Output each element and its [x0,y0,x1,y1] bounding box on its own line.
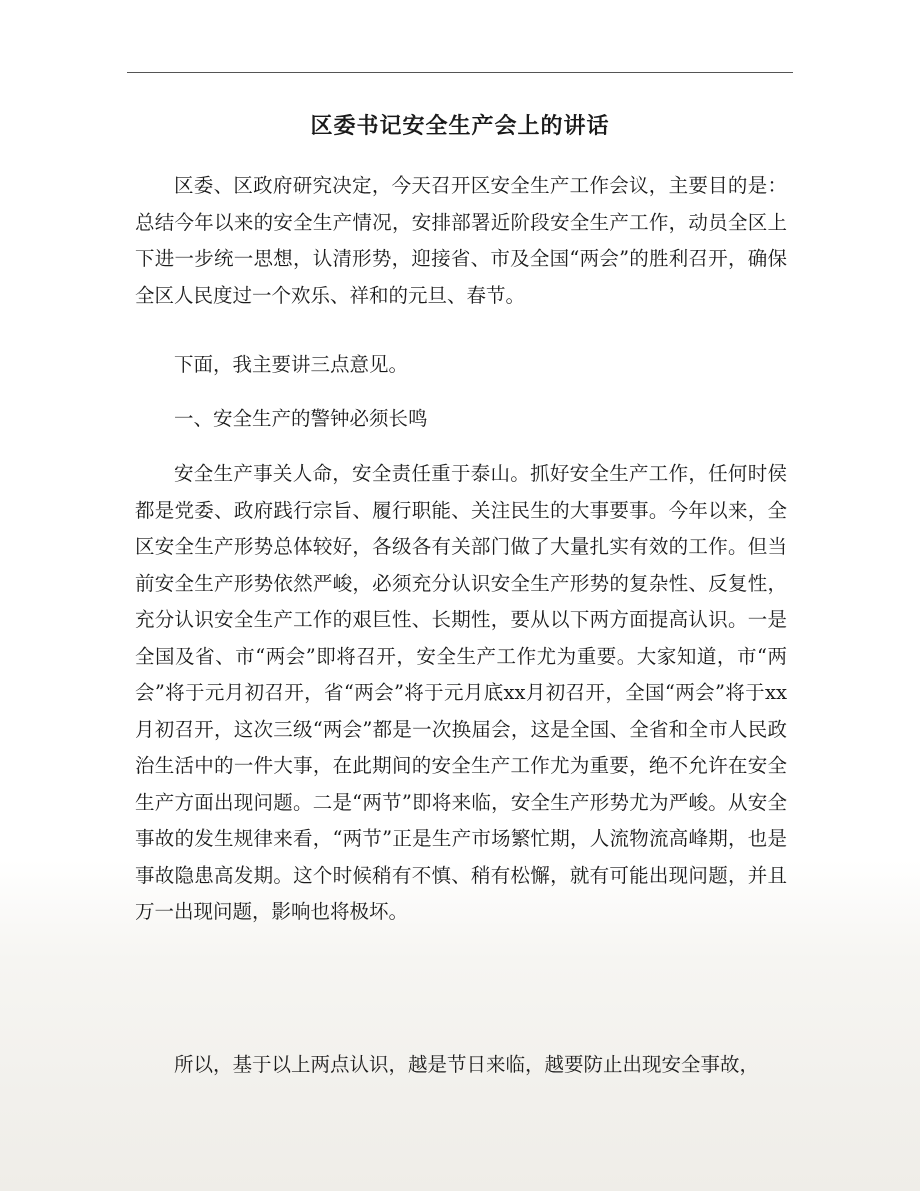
section-heading-1: 一、安全生产的警钟必须长鸣 [174,407,428,430]
paragraph-overview: 下面，我主要讲三点意见。 [174,353,409,376]
header-rule [127,72,793,73]
paragraph-conclusion-start: 所以，基于以上两点认识，越是节日来临，越要防止出现安全事故， [174,1053,760,1076]
paragraph-intro: 区委、区政府研究决定，今天召开区安全生产工作会议，主要目的是：总结今年以来的安全生产情况，安排部署近阶段安全生产工作，动员全区上下进一步统一思想，认清形势，迎接省、市及全国“两会”的胜利召开，确保全区人民度过一个欢乐、祥和的元旦、春节。 [135,174,787,307]
document-title: 区委书记安全生产会上的讲话 [310,113,610,139]
paragraph-section-1-body: 安全生产事关人命，安全责任重于泰山。抓好安全生产工作，任何时侯都是党委、政府践行宗旨、履行职能、关注民生的大事要事。今年以来，全区安全生产形势总体较好，各级各有关部门做了大量扎实有效的工作。但当前安全生产形势依然严峻，必须充分认识安全生产形势的复杂性、反复性，充分认识安全生产工作的艰巨性、长期性，要从以下两方面提高认识。一是全国及省、市“两会”即将召开，安全生产工作尤为重要。大家知道，市“两会”将于元月初召开，省“两会”将于元月底xx月初召开，全国“两会”将于xx月初召开，这次三级“两会”都是一次换届会，这是全国、全省和全市人民政治生活中的一件大事，在此期间的安全生产工作尤为重要，绝不允许在安全生产方面出现问题。二是“两节”即将来临，安全生产形势尤为严峻。从安全事故的发生规律来看，“两节”正是生产市场繁忙期，人流物流高峰期，也是事故隐患高发期。这个时候稍有不慎、稍有松懈，就有可能出现问题，并且万一出现问题，影响也将极坏。 [135,462,787,923]
